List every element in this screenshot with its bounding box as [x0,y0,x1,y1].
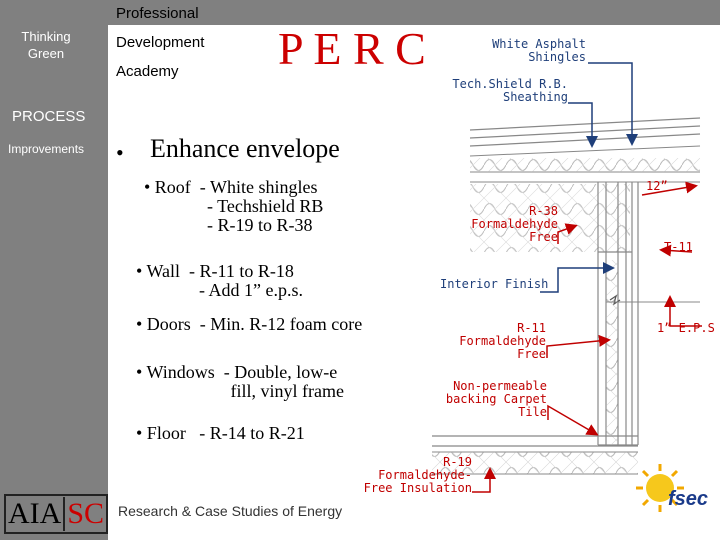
label-t11: T-11 [664,240,693,254]
roof-line-2: - Techshield RB [144,196,324,216]
roof-assembly [470,118,700,182]
improvements-label: Improvements [8,142,85,156]
headline: Enhance envelope [150,134,340,163]
development-label: Development [116,34,205,51]
fsec-logo-text: fsec [668,488,709,510]
doors-line: • Doors - Min. R-12 foam core [136,314,363,334]
label-r38: R-38 Formaldehyde Free [471,204,558,244]
label-eps: 1” E.P.S [657,321,715,335]
label-techshield: Tech.Shield R.B. Sheathing [452,77,568,104]
thinking-green-label: Thinking Green [21,29,71,61]
windows-line-1: • Windows - Double, low-e [136,362,338,382]
windows-line-2: fill, vinyl frame [136,381,344,401]
roof-insulation [470,158,700,172]
sc-logo-text: SC [63,497,106,531]
arrow-r11 [547,340,608,358]
wall-insulation [606,260,618,445]
label-interior-finish: Interior Finish [440,277,549,291]
wall-line-2: - Add 1” e.p.s. [136,280,303,300]
floor-line: • Floor - R-14 to R-21 [136,423,305,443]
label-r11: R-11 Formaldehyde Free [459,321,546,361]
wall-line-1: • Wall - R-11 to R-18 [136,261,294,281]
main-bullet: • [116,140,124,165]
aia-logo-text: AIA [8,497,62,530]
roof-line-3: - R-19 to R-38 [144,215,313,235]
arrow-interior-finish [540,268,612,292]
footer-research-text: Research & Case Studies of Energy [118,503,343,519]
roof-line-1: • Roof - White shingles [144,177,318,197]
professional-label: Professional [116,5,199,22]
arrow-carpet [548,406,596,434]
academy-label: Academy [116,63,179,80]
label-12in: 12” [646,179,668,193]
label-white-asphalt: White Asphalt Shingles [492,37,586,64]
perc-title: P E R C [278,23,426,74]
aiasc-logo [4,494,108,534]
label-r19: R-19 Formaldehyde- Free Insulation [363,455,472,495]
label-carpet: Non-permeable backing Carpet Tile [445,379,547,419]
process-label: PROCESS [12,108,86,125]
